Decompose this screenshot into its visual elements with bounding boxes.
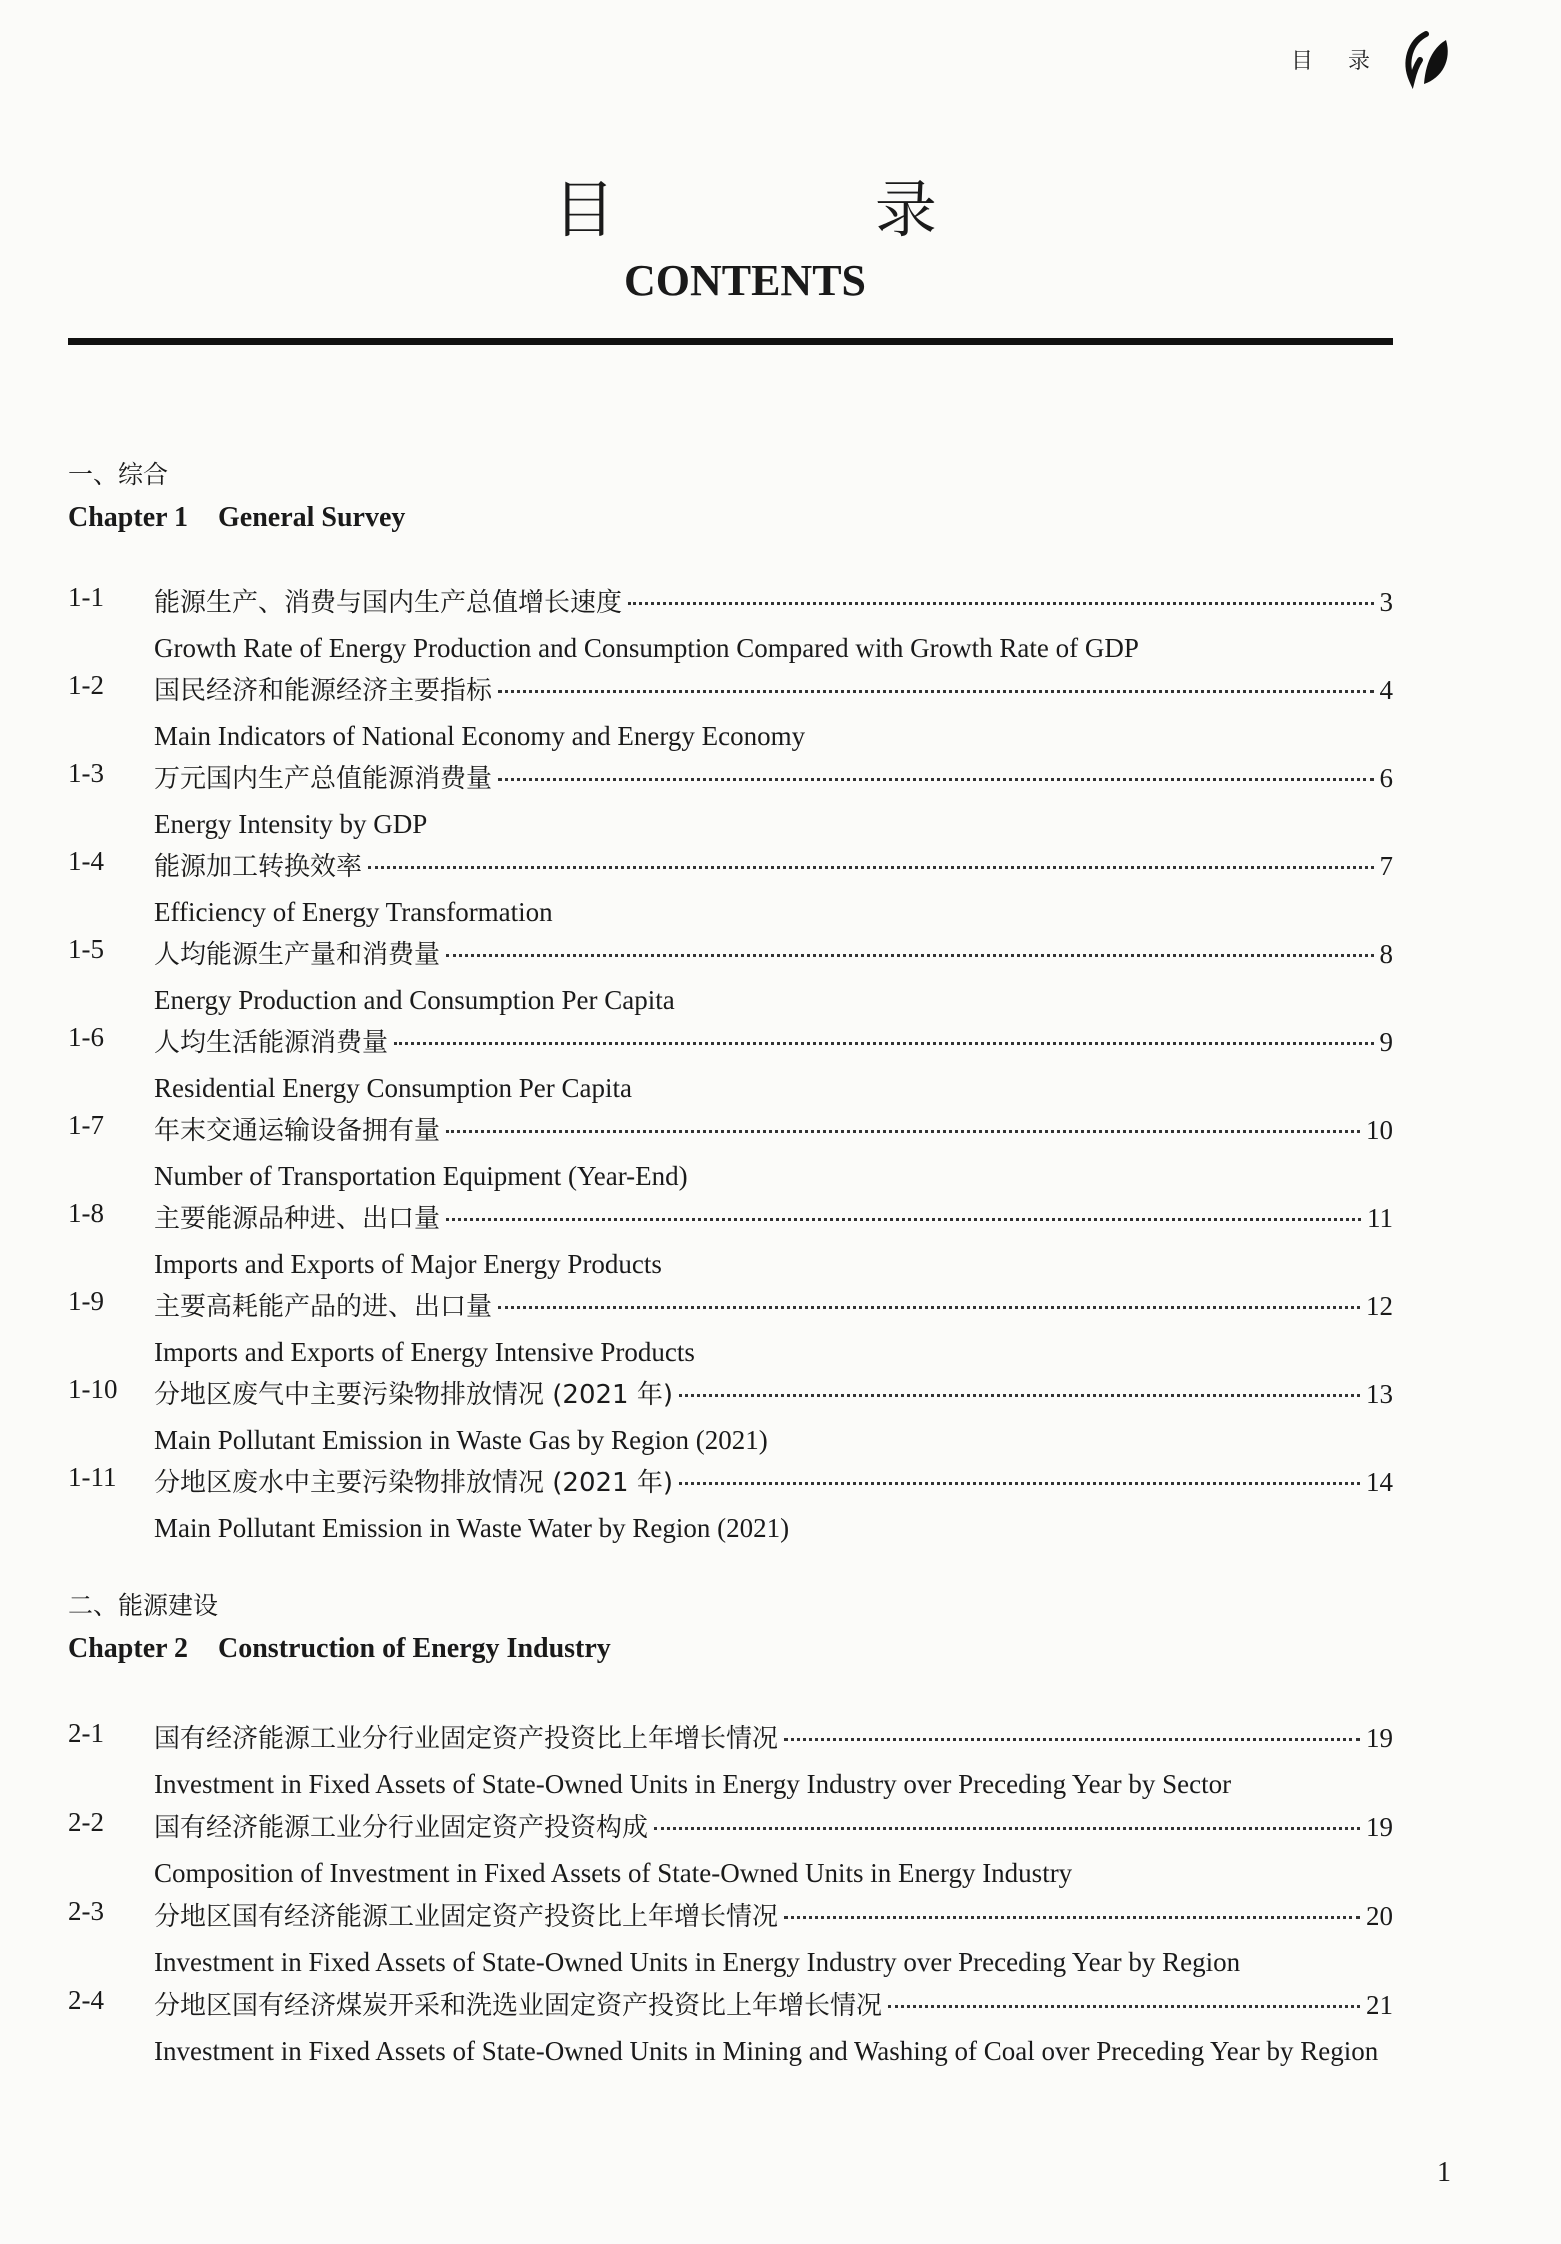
entry-cn-line	[154, 582, 1393, 619]
entry-title-en: Energy Production and Consumption Per Capita	[154, 985, 675, 1015]
chapter-2-title: Construction of Energy Industry	[218, 1633, 611, 1664]
entry-title-en: Investment in Fixed Assets of State-Owned Units in Energy Industry over Preceding Year by Sector	[154, 1769, 1232, 1799]
toc-entry[interactable]	[68, 1286, 1393, 1374]
entry-page: 4	[1379, 675, 1393, 705]
entry-title-en: Main Pollutant Emission in Waste Water by Region (2021)	[154, 1513, 790, 1543]
entry-cn-line	[154, 1374, 1393, 1411]
dot-leader	[679, 1394, 1360, 1397]
toc-entry[interactable]	[68, 1374, 1393, 1462]
entry-page: 9	[1379, 1027, 1393, 1057]
entry-cn-line	[154, 670, 1393, 707]
page-number: 1	[1437, 2157, 1451, 2188]
entry-title-cn: 国有经济能源工业分行业固定资产投资比上年增长情况	[154, 1724, 779, 1754]
chapter-1-heading-en	[68, 502, 405, 534]
toc-entry[interactable]	[68, 758, 1393, 846]
entry-title-cn: 分地区废气中主要污染物排放情况 (2021 年)	[154, 1380, 673, 1410]
chapter-1-heading-cn: 一、综合	[68, 460, 169, 489]
dot-leader	[784, 1916, 1360, 1919]
entry-cn-line	[154, 1807, 1393, 1844]
chapter-1-number: Chapter 1	[68, 502, 189, 533]
entry-number: 1-9	[68, 1286, 104, 1316]
entry-cn-line	[154, 1022, 1393, 1059]
chapter-2-heading-en	[68, 1633, 611, 1665]
entry-page: 10	[1366, 1115, 1393, 1145]
entry-page: 11	[1367, 1203, 1393, 1233]
entry-number: 1-8	[68, 1198, 104, 1228]
entry-number: 1-3	[68, 758, 104, 788]
title-english: CONTENTS	[623, 256, 867, 305]
running-header	[1291, 28, 1456, 90]
entry-page: 12	[1366, 1291, 1393, 1321]
dot-leader	[628, 602, 1373, 605]
entry-title-en: Efficiency of Energy Transformation	[154, 897, 553, 927]
entry-cn-line	[154, 1462, 1393, 1499]
entry-title-cn: 能源加工转换效率	[154, 852, 363, 882]
entry-number: 1-5	[68, 934, 104, 964]
entry-page: 21	[1366, 1990, 1393, 2020]
entry-page: 19	[1366, 1812, 1393, 1842]
entry-number: 1-1	[68, 582, 104, 612]
chapter-2-number: Chapter 2	[68, 1633, 189, 1664]
dot-leader	[654, 1827, 1360, 1830]
entry-title-cn: 分地区国有经济能源工业固定资产投资比上年增长情况	[154, 1902, 779, 1932]
chapter-1-title: General Survey	[218, 502, 406, 533]
entry-page: 13	[1366, 1379, 1393, 1409]
entry-title-cn: 国有经济能源工业分行业固定资产投资构成	[154, 1813, 649, 1843]
entry-title-cn: 主要能源品种进、出口量	[154, 1204, 441, 1234]
dot-leader	[446, 954, 1373, 957]
entry-title-cn: 国民经济和能源经济主要指标	[154, 676, 493, 706]
toc-entry[interactable]	[68, 1022, 1393, 1110]
toc-entry[interactable]	[68, 670, 1393, 758]
entry-page: 19	[1366, 1723, 1393, 1753]
dot-leader	[498, 1306, 1360, 1309]
entry-page: 3	[1379, 587, 1393, 617]
entry-title-cn: 年末交通运输设备拥有量	[154, 1116, 441, 1146]
toc-entry[interactable]	[68, 1198, 1393, 1286]
entry-cn-line	[154, 1110, 1393, 1147]
entry-title-en: Investment in Fixed Assets of State-Owned Units in Energy Industry over Preceding Year by Region	[154, 1947, 1241, 1977]
entry-title-en: Main Indicators of National Economy and Energy Economy	[154, 721, 806, 751]
entry-number: 1-4	[68, 846, 104, 876]
toc-entry[interactable]	[68, 1462, 1393, 1550]
entry-cn-line	[154, 1286, 1393, 1323]
dot-leader	[394, 1042, 1373, 1045]
entry-cn-line	[154, 1718, 1393, 1755]
dot-leader	[679, 1482, 1360, 1485]
chapter-2-heading-cn: 二、能源建设	[68, 1591, 219, 1620]
entry-title-en: Investment in Fixed Assets of State-Owned Units in Mining and Washing of Coal over Preceding Year by Region	[154, 2036, 1379, 2066]
entry-page: 8	[1379, 939, 1393, 969]
entry-number: 2-2	[68, 1807, 104, 1837]
dot-leader	[446, 1130, 1360, 1133]
toc-entry[interactable]	[68, 1896, 1393, 1984]
entry-page: 6	[1379, 763, 1393, 793]
entry-number: 1-11	[68, 1462, 117, 1492]
entry-number: 2-1	[68, 1718, 104, 1748]
entry-number: 1-6	[68, 1022, 104, 1052]
entry-number: 2-4	[68, 1985, 104, 2015]
dot-leader	[784, 1738, 1360, 1741]
entry-cn-line	[154, 1985, 1393, 2022]
entry-title-en: Residential Energy Consumption Per Capita	[154, 1073, 632, 1103]
entry-title-en: Number of Transportation Equipment (Year-End)	[154, 1161, 688, 1191]
title-rule	[68, 338, 1393, 345]
entry-title-en: Main Pollutant Emission in Waste Gas by Region (2021)	[154, 1425, 768, 1455]
entry-title-cn: 人均生活能源消费量	[154, 1028, 389, 1058]
entry-cn-line	[154, 1896, 1393, 1933]
entry-title-en: Composition of Investment in Fixed Assets of State-Owned Units in Energy Industry	[154, 1858, 1073, 1888]
entry-cn-line	[154, 934, 1393, 971]
entry-page: 20	[1366, 1901, 1393, 1931]
toc-entry[interactable]	[68, 846, 1393, 934]
entry-number: 1-7	[68, 1110, 104, 1140]
entry-number: 2-3	[68, 1896, 104, 1926]
entry-cn-line	[154, 846, 1393, 883]
entry-page: 14	[1366, 1467, 1393, 1497]
dot-leader	[446, 1218, 1361, 1221]
toc-entry[interactable]	[68, 1985, 1393, 2073]
header-text: 目 录	[1291, 48, 1384, 74]
dot-leader	[498, 778, 1373, 781]
entry-title-cn: 万元国内生产总值能源消费量	[154, 764, 493, 794]
toc-entry[interactable]	[68, 582, 1393, 670]
entry-number: 1-10	[68, 1374, 118, 1404]
entry-title-en: Growth Rate of Energy Production and Consumption Compared with Growth Rate of GDP	[154, 633, 1139, 663]
leaf-logo-icon	[1396, 28, 1456, 90]
entry-number: 1-2	[68, 670, 104, 700]
toc-entry[interactable]	[68, 1110, 1393, 1198]
dot-leader	[498, 690, 1373, 693]
entry-cn-line	[154, 1198, 1393, 1235]
entry-title-cn: 分地区废水中主要污染物排放情况 (2021 年)	[154, 1468, 673, 1498]
entry-title-cn: 分地区国有经济煤炭开采和洗选业固定资产投资比上年增长情况	[154, 1991, 883, 2021]
entry-title-en: Imports and Exports of Major Energy Products	[154, 1249, 662, 1279]
dot-leader	[368, 866, 1373, 869]
entry-title-cn: 人均能源生产量和消费量	[154, 940, 441, 970]
dot-leader	[888, 2005, 1360, 2008]
title-chinese: 目 录	[553, 173, 1057, 246]
entry-title-cn: 主要高耗能产品的进、出口量	[154, 1292, 493, 1322]
entry-title-en: Imports and Exports of Energy Intensive Products	[154, 1337, 695, 1367]
toc-entry[interactable]	[68, 1718, 1393, 1806]
entry-title-en: Energy Intensity by GDP	[154, 809, 428, 839]
entry-cn-line	[154, 758, 1393, 795]
toc-entry[interactable]	[68, 934, 1393, 1022]
entry-title-cn: 能源生产、消费与国内生产总值增长速度	[154, 588, 623, 618]
entry-page: 7	[1379, 851, 1393, 881]
toc-entry[interactable]	[68, 1807, 1393, 1895]
